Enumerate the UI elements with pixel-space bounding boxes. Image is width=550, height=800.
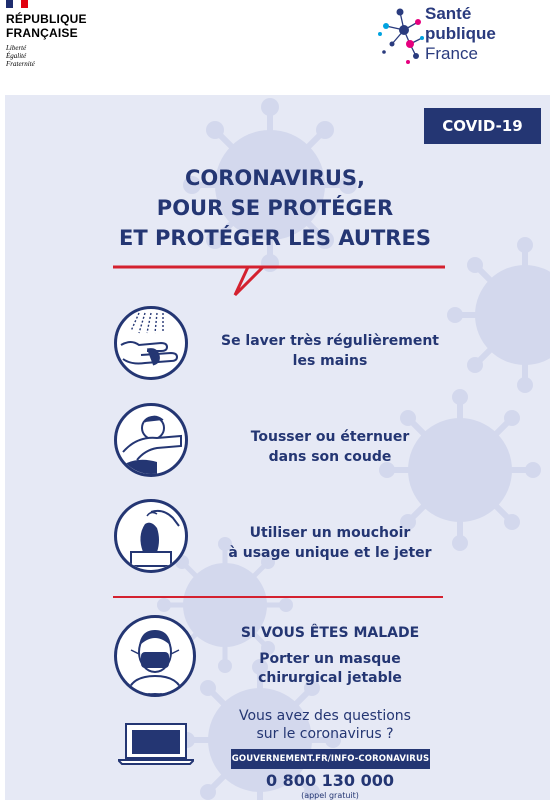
page-header [0,0,550,95]
malade-line1: Porter un masque [259,651,401,667]
spf-line2: publique [425,24,496,43]
tissue-text [210,523,450,563]
laptop-icon [118,722,194,766]
hand-washing-icon [114,306,188,380]
spf-line3: France [425,44,478,63]
questions-text [220,707,430,743]
title-line3: ET PROTÉGER LES AUTRES [119,226,431,250]
hand-washing-text [210,331,450,371]
speech-bubble-divider [113,265,445,299]
malade-text [230,650,430,688]
rf-motto [6,44,35,68]
republique-francaise-logo [6,12,87,40]
rf-title-line2: FRANÇAISE [6,26,78,40]
phone-note: (appel gratuit) [301,791,359,800]
rf-motto-line3: Fraternité [6,60,35,68]
title-line1: CORONAVIRUS, [184,166,366,190]
item3-line2: à usage unique et le jeter [228,545,432,561]
item3-line1: Utiliser un mouchoir [249,525,411,541]
french-flag-icon [6,0,28,8]
item1-line1: Se laver très régulièrement [220,333,440,349]
info-url-link[interactable]: GOUVERNEMENT.FR/INFO-CORONAVIRUS [231,749,430,769]
question-line1: Vous avez des questions [239,708,411,724]
cough-elbow-icon [114,403,188,477]
rf-title-line1: RÉPUBLIQUE [6,12,87,26]
malade-title: SI VOUS ÊTES MALADE [240,625,420,641]
malade-line2: chirurgical jetable [258,670,402,686]
cough-elbow-text [210,427,450,467]
section-divider [113,596,443,598]
item2-line2: dans son coude [268,449,392,465]
rf-motto-line2: Égalité [6,52,27,60]
question-line2: sur le coronavirus ? [256,726,394,742]
title-line2: POUR SE PROTÉGER [156,196,394,220]
sante-publique-france-logo [425,4,496,64]
covid-badge: COVID-19 [424,108,541,144]
item2-line1: Tousser ou éternuer [250,429,410,445]
spf-line1: Santé [425,4,472,23]
phone-number[interactable]: 0 800 130 000 [265,771,395,790]
rf-motto-line1: Liberté [6,44,27,52]
page-title [90,163,460,253]
tissue-icon [114,499,188,573]
virus-icon [445,235,550,395]
mask-face-icon [114,615,196,697]
item1-line2: les mains [292,353,368,369]
